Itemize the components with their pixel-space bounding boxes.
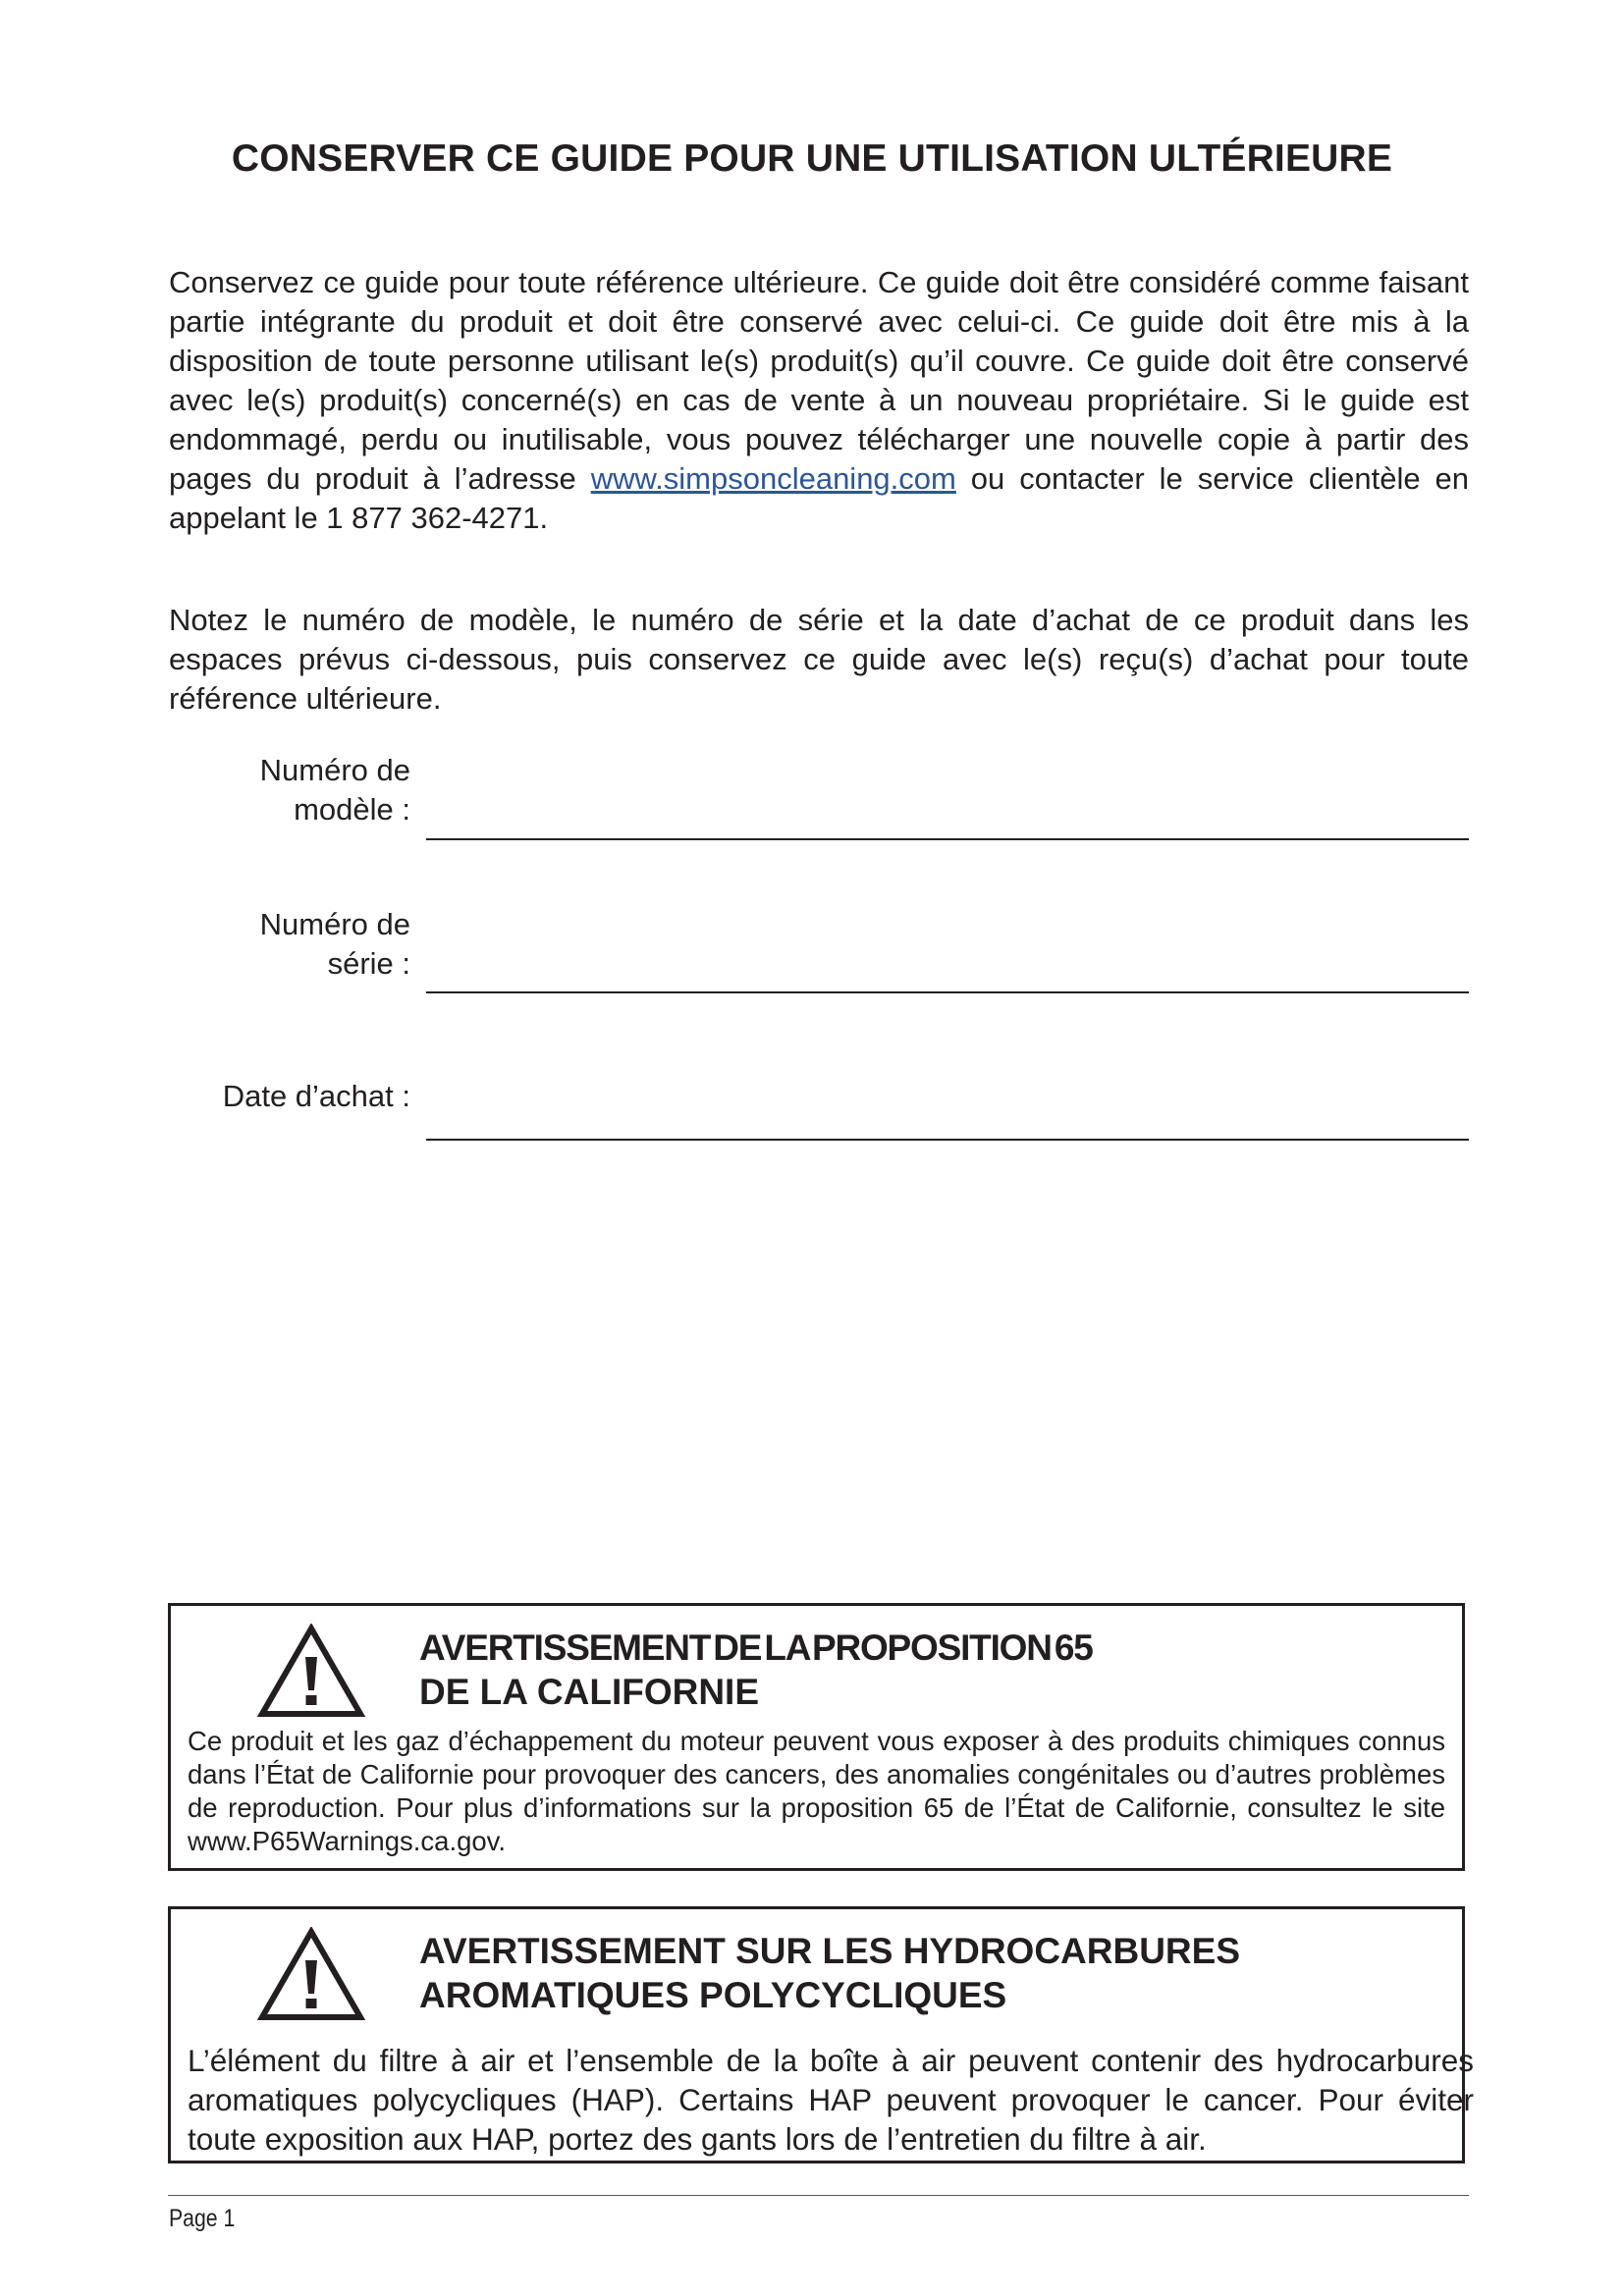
page-number: Page 1	[169, 2205, 236, 2232]
prop65-warning-heading	[419, 1626, 1093, 1714]
page-title: CONSERVER CE GUIDE POUR UNE UTILISATION ULTÉRIEURE	[231, 137, 1393, 180]
purchase-date-label: Date d’achat :	[222, 1079, 410, 1113]
hap-warning-text: L’élément du filtre à air et l’ensemble de la boîte à air peuvent contenir des hydrocarbures aromatiques polycycliques (HAP). Certains HAP peuvent provoquer le cancer. Pour éviter toute exposition aux HAP, portez des gants lors de l’entretien du filtre à air.	[188, 2043, 1474, 2157]
model-number-label-line2: modèle :	[294, 792, 410, 827]
intro-paragraph	[169, 263, 1469, 538]
serial-number-label	[155, 905, 410, 984]
prop65-warning-box	[168, 1603, 1465, 1871]
website-link[interactable]: www.simpsoncleaning.com	[590, 461, 956, 496]
intro-text-after-link: ou contacter le service clientèle en appelant le 1 877 362-4271.	[169, 461, 1469, 535]
intro-text-before-link: Conservez ce guide pour toute référence ultérieure. Ce guide doit être considéré comme faisant partie intégrante du produit et doit être conservé avec celui-ci. Ce guide doit être mis à la disposition de toute personne utilisant le(s) produit(s) qu’il couvre. Ce guide doit être conservé avec le(s) produit(s) concerné(s) en cas de vente à un nouveau propriétaire. Si le guide est endommagé, perdu ou inutilisable, vous pouvez télécharger une nouvelle copie à partir des pages du produit à l’adresse	[169, 265, 1469, 496]
warning-triangle-icon	[257, 1624, 365, 1720]
warning-triangle-icon	[257, 1927, 365, 2023]
prop65-heading-line2: DE LA CALIFORNIE	[419, 1672, 760, 1712]
serial-number-field[interactable]	[426, 991, 1469, 993]
model-number-field[interactable]	[426, 838, 1469, 840]
record-info-paragraph: Notez le numéro de modèle, le numéro de série et la date d’achat de ce produit dans les espaces prévus ci-dessous, puis conservez ce guide avec le(s) reçu(s) d’achat pour toute référence ultérieure.	[169, 603, 1469, 716]
model-number-label-line1: Numéro de	[259, 753, 410, 787]
model-number-label	[155, 751, 410, 829]
hap-heading-line2: AROMATIQUES POLYCYCLIQUES	[419, 1975, 1007, 2015]
hap-heading-line1: AVERTISSEMENT SUR LES HYDROCARBURES	[419, 1931, 1241, 1971]
hap-warning-box	[168, 1906, 1474, 2163]
prop65-heading-line1: AVERTISSEMENT DE LA PROPOSITION 65	[419, 1628, 1093, 1668]
serial-number-label-line1: Numéro de	[259, 907, 410, 941]
prop65-warning-text: Ce produit et les gaz d’échappement du moteur peuvent vous exposer à des produits chimiques connus dans l’État de Californie pour provoquer des cancers, des anomalies congénitales ou d’autres problèmes de reproduction. Pour plus d’informations sur la proposition 65 de l’État de Californie, consultez le site www.P65Warnings.ca.gov.	[188, 1726, 1445, 1856]
hap-warning-heading	[419, 1929, 1240, 2017]
footer-divider	[168, 2195, 1469, 2196]
purchase-date-field[interactable]	[426, 1139, 1469, 1141]
serial-number-label-line2: série :	[327, 946, 410, 981]
